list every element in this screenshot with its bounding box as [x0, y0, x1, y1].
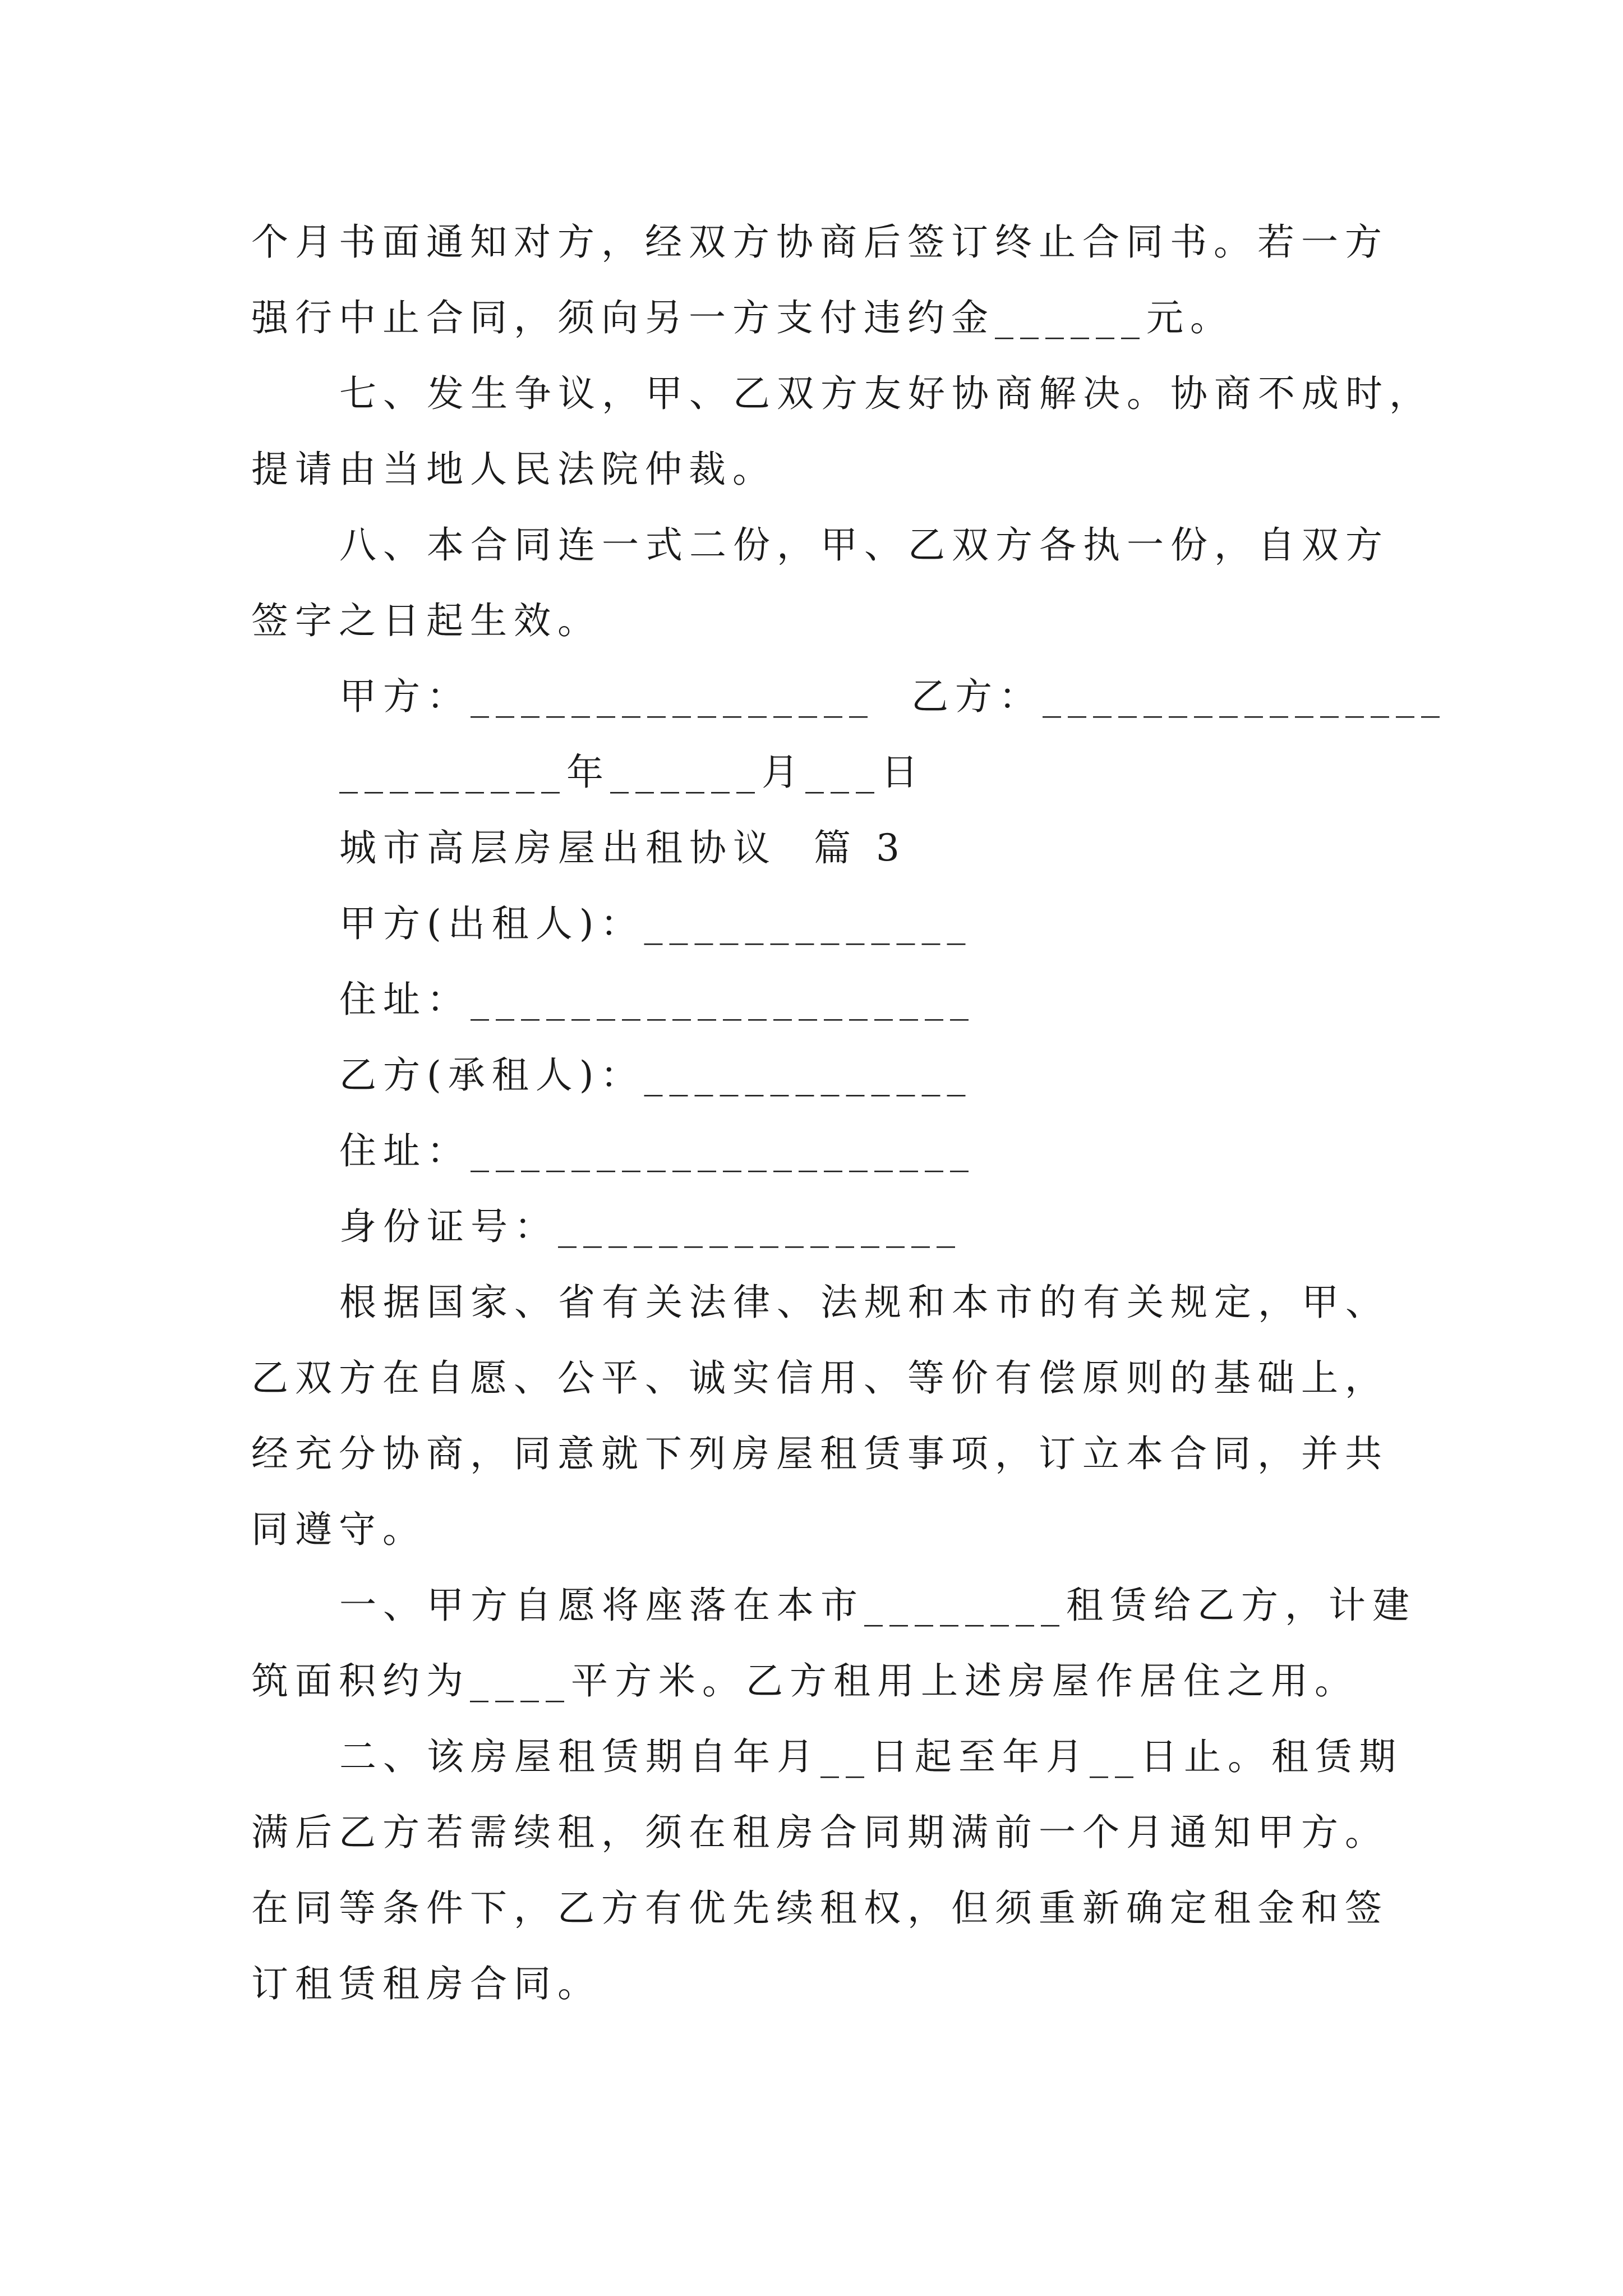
text-line: 七、发生争议，甲、乙双方友好协商解决。协商不成时， — [339, 372, 1433, 415]
text-line: 订租赁租房合同。 — [251, 1962, 601, 2005]
text-line: 个月书面通知对方，经双方协商后签订终止合同书。若一方 — [251, 220, 1389, 264]
text-line: 强行中止合同，须向另一方支付违约金______元。 — [251, 296, 1234, 339]
text-line: 在同等条件下，乙方有优先续租权，但须重新确定租金和签 — [251, 1887, 1389, 1930]
lessor-address-field: 住址：____________________ — [339, 978, 975, 1021]
text-line: 根据国家、省有关法律、法规和本市的有关规定，甲、 — [339, 1281, 1389, 1324]
text-line: 签字之日起生效。 — [251, 599, 601, 642]
text-line: 筑面积约为____平方米。乙方租用上述房屋作居住之用。 — [251, 1659, 1358, 1703]
text-line: 一、甲方自愿将座落在本市________租赁给乙方，计建 — [339, 1584, 1416, 1627]
text-line: 提请由当地人民法院仲裁。 — [251, 448, 776, 491]
section-title: 城市高层房屋出租协议 篇 3 — [339, 826, 906, 869]
id-number-field: 身份证号：________________ — [339, 1205, 962, 1248]
text-line: 八、本合同连一式二份，甲、乙双方各执一份，自双方 — [339, 523, 1389, 567]
text-line: 满后乙方若需续租，须在租房合同期满前一个月通知甲方。 — [251, 1811, 1389, 1854]
signature-line: 甲方：________________ 乙方：________________ — [339, 675, 1446, 718]
lessee-field: 乙方(承租人)：_____________ — [339, 1053, 972, 1097]
text-line: 二、该房屋租赁期自年月__日起至年月__日止。租赁期 — [339, 1735, 1403, 1778]
lessor-field: 甲方(出租人)：_____________ — [339, 902, 972, 945]
date-line: _________年______月___日 — [339, 751, 925, 794]
text-line: 经充分协商，同意就下列房屋租赁事项，订立本合同，并共 — [251, 1432, 1389, 1475]
text-line: 同遵守。 — [251, 1508, 426, 1551]
text-line: 乙双方在自愿、公平、诚实信用、等价有偿原则的基础上， — [251, 1356, 1389, 1400]
lessee-address-field: 住址：____________________ — [339, 1129, 975, 1172]
